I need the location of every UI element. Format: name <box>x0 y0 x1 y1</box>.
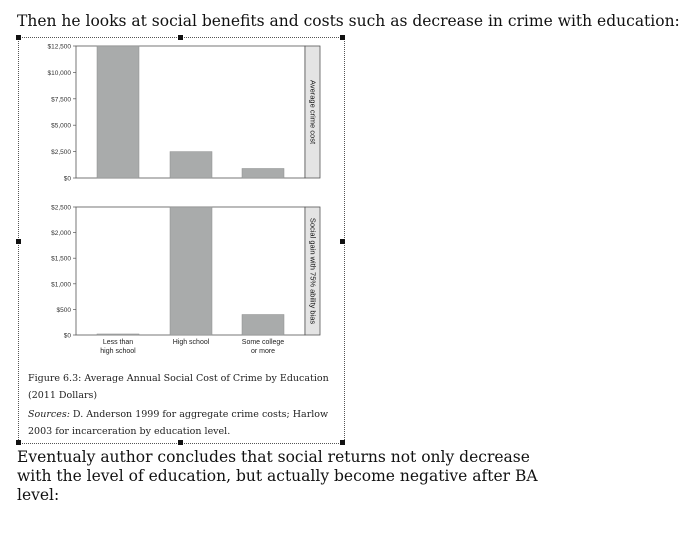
panel-1-ytick-label: $7,500 <box>51 96 71 104</box>
panel-1-bar-1 <box>97 46 139 178</box>
x-category-label: High school <box>172 339 210 346</box>
panel-1-bar-2 <box>170 152 212 178</box>
panel-1-ytick-label: $0 <box>63 175 71 183</box>
figure-caption: Figure 6.3: Average Annual Social Cost of Crime by Education (2011 Dollars) <box>28 373 329 401</box>
figure-sources <box>28 406 333 440</box>
panel-1-ytick-label: $5,000 <box>51 122 71 130</box>
conclusion-paragraph: Eventualy author concludes that social returns not only decrease with the level of education, but actually become negative after BA level: <box>17 448 538 504</box>
x-category-label: or more <box>250 348 276 355</box>
panel-1-bar-3 <box>242 168 284 178</box>
panel-2-bar-1 <box>97 334 139 335</box>
panel-2-ytick-label: $0 <box>63 332 71 340</box>
panel-2-bar-3 <box>242 315 284 335</box>
panel-2-strip-label: Social gain with 75% ability bias <box>308 217 318 325</box>
x-category-label: high school <box>100 348 136 355</box>
panel-1-strip-label: Average crime cost <box>308 79 318 145</box>
panel-1-ytick-label: $2,500 <box>51 149 71 157</box>
panel-2-ytick-label: $500 <box>56 306 71 314</box>
x-category-label: Some college <box>241 339 285 346</box>
x-category-label: Less than <box>102 339 134 346</box>
panel-2-ytick-label: $2,000 <box>51 230 71 238</box>
intro-paragraph: Then he looks at social benefits and costs such as decrease in crime with education: <box>17 12 680 30</box>
panel-2-ytick-label: $2,500 <box>51 204 71 212</box>
panel-1-ytick-label: $10,000 <box>47 69 71 77</box>
sources-text: D. Anderson 1999 for aggregate crime costs; Harlow 2003 for incarceration by education level. <box>28 409 329 437</box>
panel-2-ytick-label: $1,000 <box>51 281 71 289</box>
sources-label: Sources: <box>28 409 70 420</box>
panel-1-ytick-label: $12,500 <box>47 43 71 51</box>
panel-2-bar-2 <box>170 207 212 335</box>
panel-2-ytick-label: $1,500 <box>51 255 71 263</box>
